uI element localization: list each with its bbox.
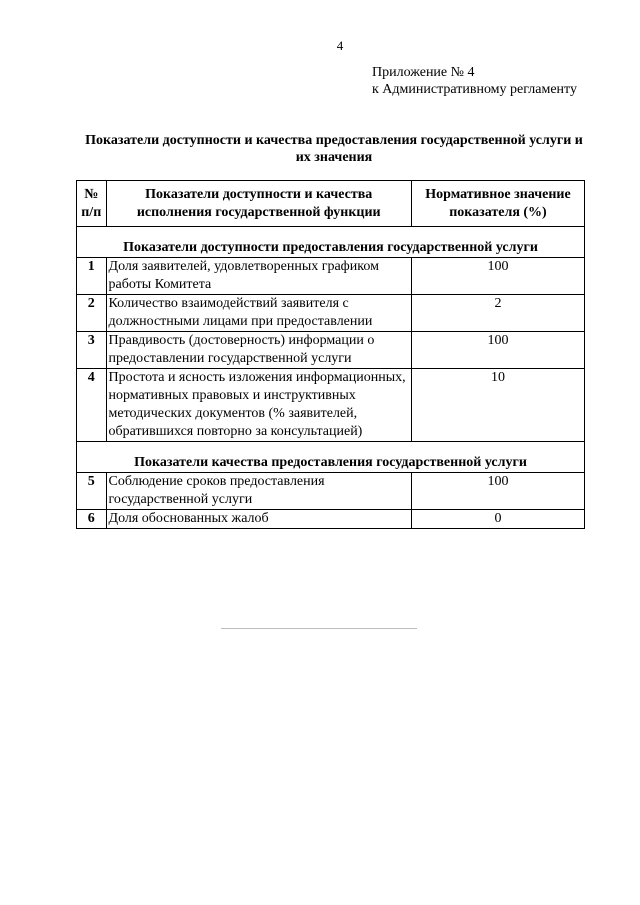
table-row [77,332,585,369]
row-num: 2 [77,295,107,332]
section-spacer [77,442,585,455]
table-row [77,510,585,529]
row-num: 3 [77,332,107,369]
row-name: Простота и ясность изложения информационных, нормативных правовых и инструктивных методических документов (% заявителей, обратившихся повторно за консультацией) [106,369,411,442]
row-value: 100 [411,258,584,295]
indicators-table [76,180,585,529]
appendix-note [372,64,577,98]
table-row [77,369,585,442]
section-title: Показатели доступности предоставления государственной услуги [77,239,585,258]
document-title: Показатели доступности и качества предоставления государственной услуги и их значения [85,133,583,165]
section-title: Показатели качества предоставления государственной услуги [77,454,585,473]
row-value: 100 [411,473,584,510]
row-name: Доля заявителей, удовлетворенных графиком работы Комитета [106,258,411,295]
appendix-line-1: Приложение № 4 [372,65,475,80]
header-value: Нормативное значение показателя (%) [411,181,584,227]
row-num: 5 [77,473,107,510]
table-row [77,258,585,295]
appendix-line-2: к Административному регламенту [372,82,577,97]
header-num: № п/п [77,181,107,227]
footer-divider [221,628,417,629]
row-value: 0 [411,510,584,529]
row-num: 4 [77,369,107,442]
row-value: 2 [411,295,584,332]
row-name: Соблюдение сроков предоставления государственной услуги [106,473,411,510]
section-spacer [77,227,585,240]
header-name: Показатели доступности и качества исполнения государственной функции [106,181,411,227]
section-row-quality [77,454,585,473]
section-row-availability [77,239,585,258]
row-name: Доля обоснованных жалоб [106,510,411,529]
row-name: Правдивость (достоверность) информации о предоставлении государственной услуги [106,332,411,369]
row-num: 6 [77,510,107,529]
row-num: 1 [77,258,107,295]
row-name: Количество взаимодействий заявителя с должностными лицами при предоставлении [106,295,411,332]
row-value: 100 [411,332,584,369]
table-header-row [77,181,585,227]
table-row [77,295,585,332]
page-number: 4 [336,38,344,53]
row-value: 10 [411,369,584,442]
table-row [77,473,585,510]
